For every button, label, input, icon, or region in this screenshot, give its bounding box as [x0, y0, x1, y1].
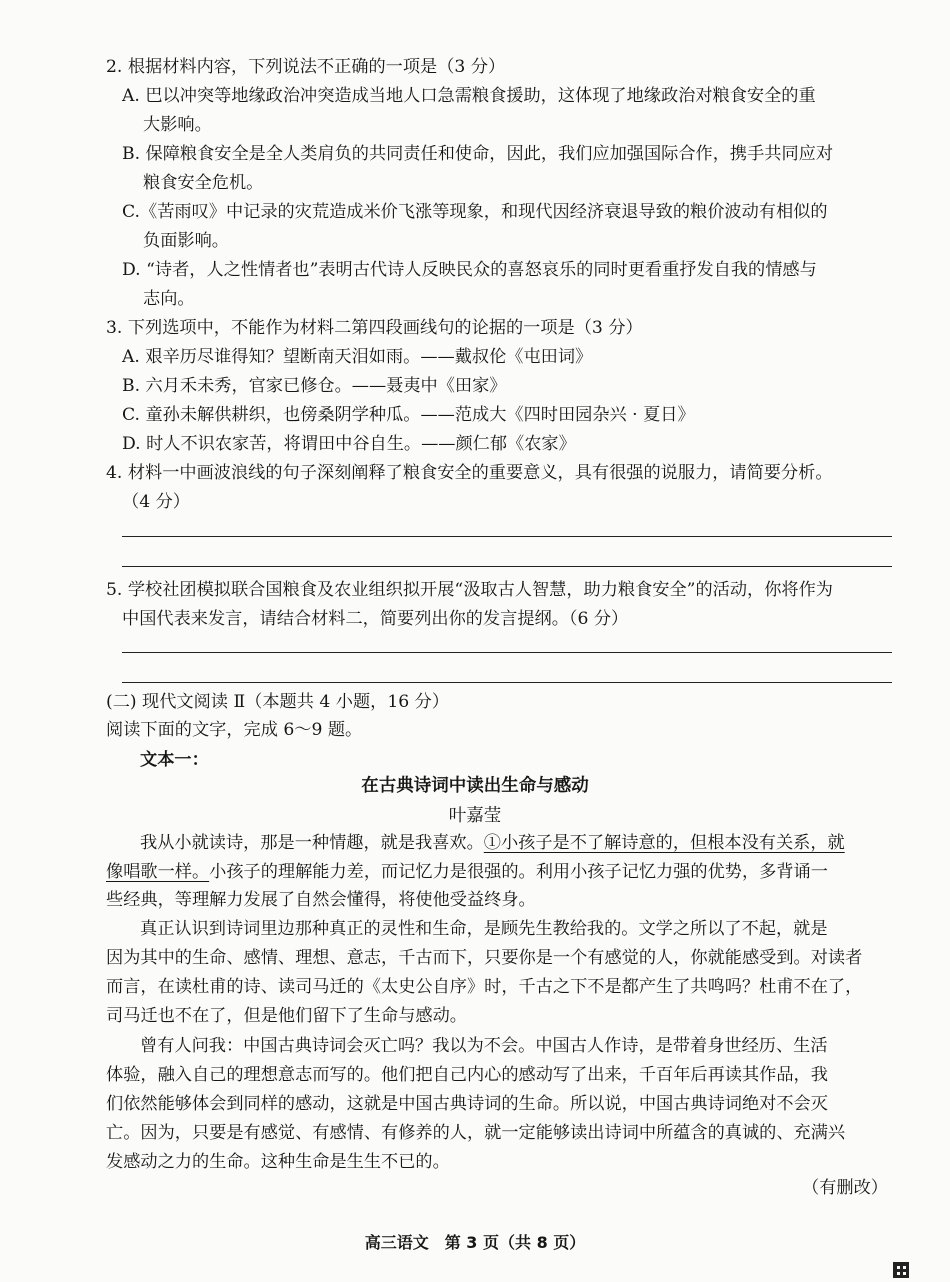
q2-option-a: A. 巴以冲突等地缘政治冲突造成当地人口急需粮食援助，这体现了地缘政治对粮食安全的重	[122, 86, 816, 106]
article-paragraph-2-line-1: 真正认识到诗词里边那种真正的灵性和生命，是顾先生教给我的。文学之所以了不起，就是	[140, 919, 828, 939]
q5-stem: 5. 学校社团模拟联合国粮食及农业组织拟开展“汲取古人智慧，助力粮食安全”的活动，你将作为	[106, 580, 833, 600]
article-author: 叶嘉莹	[448, 806, 502, 826]
article-paragraph-3-line-4: 亡。因为，只要是有感觉、有感情、有修养的人，就一定能够读出诗词中所蕴含的真诚的、充满兴	[106, 1123, 846, 1143]
q2-option-b: B. 保障粮食安全是全人类肩负的共同责任和使命，因此，我们应加强国际合作，携手共同应对	[122, 144, 834, 164]
article-paragraph-2-line-4: 司马迁也不在了，但是他们留下了生命与感动。	[106, 1006, 467, 1026]
article-paragraph-2-line-3: 而言，在读杜甫的诗、读司马迁的《太史公自序》时，千古之下不是都产生了共鸣吗？杜甫不在了，	[106, 977, 863, 997]
p1-text: 我从小就读诗，那是一种情趣，就是我喜欢。	[140, 833, 484, 853]
q5-answer-line-2[interactable]	[122, 682, 892, 683]
q3-option-c: C. 童孙未解供耕织，也傍桑阴学种瓜。——范成大《四时田园杂兴 · 夏日》	[122, 405, 695, 425]
q3-option-b: B. 六月禾未秀，官家已修仓。——聂夷中《田家》	[122, 376, 507, 396]
q4-answer-line-2[interactable]	[122, 566, 892, 567]
article-paragraph-3-line-2: 体验，融入自己的理想意志而写的。他们把自己内心的感动写了出来，千百年后再读其作品，我	[106, 1065, 828, 1085]
q5-stem-cont: 中国代表来发言，请结合材料二，简要列出你的发言提纲。（6 分）	[122, 609, 629, 629]
p1-underlined-sentence-end: 像唱歌一样。	[106, 862, 210, 882]
q2-stem: 2. 根据材料内容，下列说法不正确的一项是（3 分）	[106, 57, 506, 77]
article-paragraph-1-line-3: 些经典，等理解力发展了自然会懂得，将使他受益终身。	[106, 890, 536, 910]
q3-option-a: A. 艰辛历尽谁得知？望断南天泪如雨。——戴叔伦《屯田词》	[122, 347, 593, 367]
p1-text-cont: 小孩子的理解能力差，而记忆力是很强的。利用小孩子记忆力强的优势，多背诵一	[209, 862, 828, 882]
revision-note: （有删改）	[802, 1178, 888, 1198]
section-instruction: 阅读下面的文字，完成 6～9 题。	[106, 720, 363, 740]
article-title: 在古典诗词中读出生命与感动	[361, 776, 589, 796]
article-paragraph-3-line-5: 发感动之力的生命。这种生命是生生不已的。	[106, 1152, 450, 1172]
article-paragraph-1-line-2	[0, 861, 950, 883]
text-one-label: 文本一：	[140, 750, 209, 770]
p1-underlined-sentence: ①小孩子是不了解诗意的，但根本没有关系，就	[483, 833, 845, 853]
article-paragraph-2-line-2: 因为其中的生命、感情、理想、意志，千古而下，只要你是一个有感觉的人，你就能感受到。对读者	[106, 948, 863, 968]
q4-stem-points: （4 分）	[122, 492, 190, 512]
q2-option-a-cont: 大影响。	[143, 115, 212, 135]
article-paragraph-1-line-1	[0, 832, 950, 854]
q2-option-c: C.《苦雨叹》中记录的灾荒造成米价飞涨等现象，和现代因经济衰退导致的粮价波动有相似的	[122, 202, 828, 222]
q2-option-c-cont: 负面影响。	[143, 231, 229, 251]
q2-option-d-cont: 志向。	[143, 289, 195, 309]
article-paragraph-3-line-1: 曾有人问我：中国古典诗词会灭亡吗？我以为不会。中国古人作诗，是带着身世经历、生活	[140, 1036, 828, 1056]
q2-option-d: D. “诗者，人之性情者也”表明古代诗人反映民众的喜怒哀乐的同时更看重抒发自我的情感与	[122, 260, 817, 280]
q4-stem: 4. 材料一中画波浪线的句子深刻阐释了粮食安全的重要意义，具有很强的说服力，请简要分析。	[106, 463, 833, 483]
q5-answer-line-1[interactable]	[122, 652, 892, 653]
qr-code-icon	[893, 1262, 909, 1278]
q3-stem: 3. 下列选项中，不能作为材料二第四段画线句的论据的一项是（3 分）	[106, 318, 643, 338]
q3-option-d: D. 时人不识农家苦，将谓田中谷自生。——颜仁郁《农家》	[122, 434, 576, 454]
article-paragraph-3-line-3: 们依然能够体会到同样的感动，这就是中国古典诗词的生命。所以说，中国古典诗词绝对不会灭	[106, 1094, 828, 1114]
q4-answer-line-1[interactable]	[122, 536, 892, 537]
q2-option-b-cont: 粮食安全危机。	[143, 173, 264, 193]
page-footer: 高三语文 第 3 页（共 8 页）	[364, 1233, 586, 1252]
section-heading: (二) 现代文阅读 Ⅱ（本题共 4 小题，16 分）	[106, 692, 450, 712]
